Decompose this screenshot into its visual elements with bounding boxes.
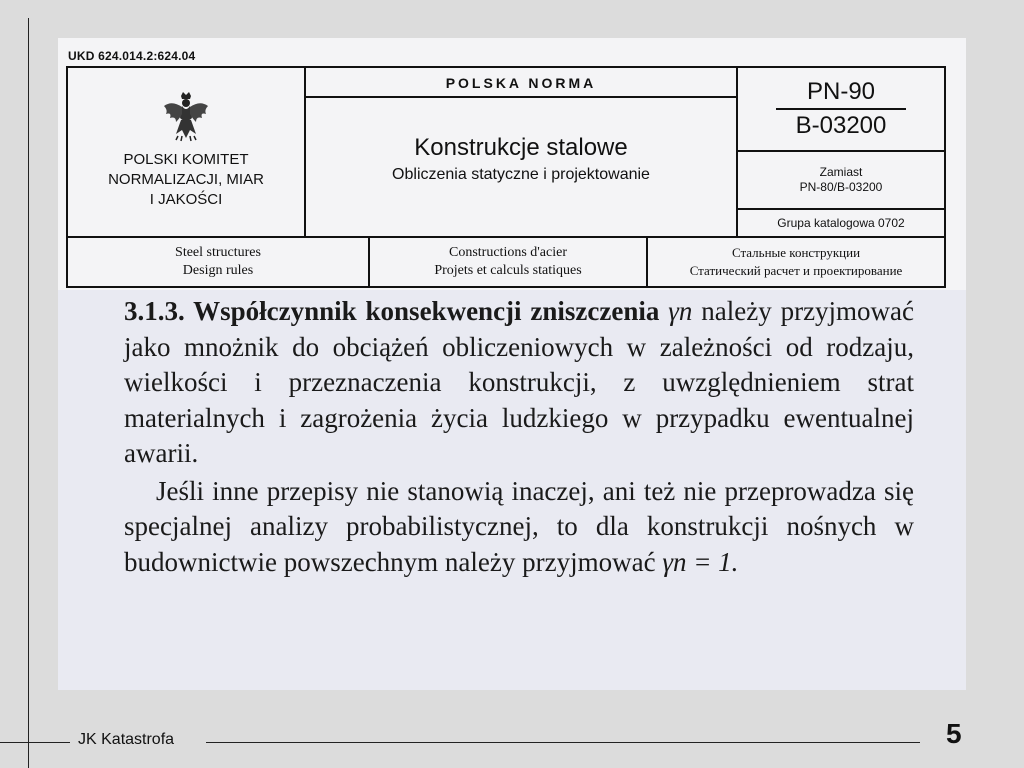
pn-divider: [776, 108, 906, 110]
standard-header-table: [66, 66, 946, 288]
norma-title-cell: [306, 98, 736, 238]
committee-cell: [68, 68, 306, 238]
translation-ru-line-1: Стальные конструкции: [731, 245, 861, 260]
translation-en-line-2: Design rules: [182, 263, 254, 278]
udk-code: UKD 624.014.2:624.04: [68, 49, 196, 63]
translation-fr-line-1: Constructions d'acier: [449, 245, 567, 260]
clause-formula: γn = 1.: [662, 546, 739, 577]
footer-rule-right: [206, 742, 920, 743]
clause-paragraph-1-text: należy przyjmować jako mnożnik do obciążeń obliczeniowych w zależności od rodzaju, wielkości i przeznaczenia konstrukcji, z uwzględnieniem strat materialnych i zagrożenia życia ludzkiego w przypadku ewentualnej awarii.: [124, 296, 915, 468]
footer-rule-left: [0, 742, 70, 743]
committee-name: [68, 150, 304, 210]
norma-label: POLSKA NORMA: [306, 68, 736, 98]
clause-heading: 3.1.3. Współczynnik konsekwencji zniszczenia: [124, 296, 660, 326]
scanned-standard-page: [58, 38, 966, 690]
pn-number-year: PN-90: [806, 78, 876, 105]
translation-russian: [648, 238, 944, 286]
page-number: 5: [946, 718, 962, 749]
clause-paragraph-2-text: Jeśli inne przepisy nie stanowią inaczej, ani też nie przeprowadza się specjalnej analizy probabilistycznej, to dla konstrukcji nośnych w budownictwie powszechnym należy przyjmować: [124, 475, 914, 577]
catalog-group: Grupa katalogowa 0702: [736, 210, 944, 238]
committee-line-3: I JAKOŚCI: [149, 191, 223, 208]
standard-title: Konstrukcje stalowe: [414, 134, 628, 161]
clause-paragraph-2: [124, 474, 914, 581]
left-vertical-rule: [28, 18, 29, 768]
clause-text: [124, 294, 914, 580]
committee-line-1: POLSKI KOMITET: [123, 151, 249, 168]
translation-ru-line-2: Статический расчет и проектирование: [689, 263, 903, 278]
replaces-label: Zamiast: [819, 165, 863, 179]
footer-label: JK Katastrofa: [78, 731, 175, 748]
gamma-n-symbol: γn: [668, 296, 693, 326]
translation-french: [370, 238, 648, 286]
pn-number-cell: [736, 68, 944, 152]
translation-fr-line-2: Projets et calculs statiques: [434, 263, 582, 278]
polish-eagle-emblem-icon: [162, 90, 210, 142]
replaces-value: PN-80/B-03200: [799, 180, 883, 194]
committee-line-2: NORMALIZACJI, MIAR: [108, 171, 264, 188]
translation-en-line-1: Steel structures: [175, 245, 261, 260]
replaces-cell: [736, 152, 944, 210]
pn-number-code: B-03200: [795, 112, 887, 139]
clause-paragraph-1: [124, 294, 914, 472]
standard-subtitle: Obliczenia statyczne i projektowanie: [392, 166, 650, 183]
translation-english: [68, 238, 370, 286]
